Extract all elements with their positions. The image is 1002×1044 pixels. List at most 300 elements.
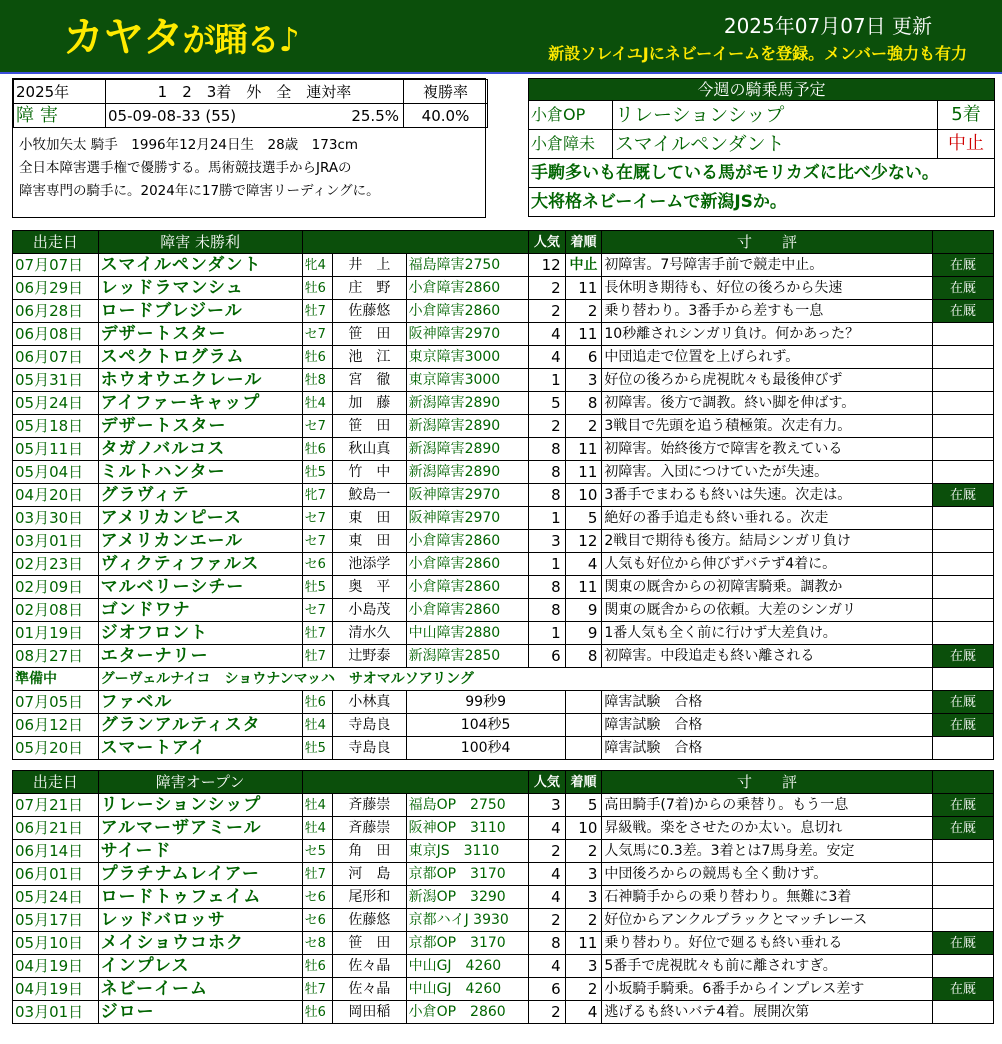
finish-position: 4 (565, 1001, 602, 1024)
finish-position: 5 (565, 507, 602, 530)
finish-position: 12 (565, 530, 602, 553)
race-row (13, 1001, 994, 1024)
open-table (12, 770, 994, 1024)
finish-position: 9 (565, 622, 602, 645)
race-date: 05月10日 (13, 932, 99, 955)
race-date: 03月30日 (13, 507, 99, 530)
race-comment: 1番人気も全く前に行けず大差負け。 (602, 622, 932, 645)
jockey-name: 鮫島一 (333, 484, 406, 507)
jockey-name: 岡田稲 (333, 1001, 406, 1024)
race-row (13, 978, 994, 1001)
stats-year: 2025年 (14, 80, 106, 104)
stable-status (932, 507, 993, 530)
race-row (13, 576, 994, 599)
horse-name[interactable]: エターナリー (98, 645, 302, 668)
stable-status (932, 323, 993, 346)
race-name: 小倉障害2860 (406, 576, 528, 599)
horse-sex-age: 牡7 (302, 300, 333, 323)
race-comment: 中団追走で位置を上げられず。 (602, 346, 932, 369)
stable-status (932, 461, 993, 484)
jockey-name: 井 上 (333, 254, 406, 277)
race-name: 福島障害2750 (406, 254, 528, 277)
jockey-name: 池添学 (333, 553, 406, 576)
jockey-name: 斉藤崇 (333, 817, 406, 840)
horse-name[interactable]: プラチナムレイアー (98, 863, 302, 886)
horse-sex-age: 牡7 (302, 863, 333, 886)
race-date: 05月24日 (13, 392, 99, 415)
race-name: 新潟障害2890 (406, 461, 528, 484)
finish-position: 3 (565, 369, 602, 392)
race-date: 02月08日 (13, 599, 99, 622)
race-row (13, 599, 994, 622)
race-comment: 好位の後ろから虎視眈々も最後伸びず (602, 369, 932, 392)
stable-status (932, 622, 993, 645)
horse-name[interactable]: デザートスター (98, 415, 302, 438)
popularity: 12 (528, 254, 565, 277)
horse-sex-age: 牝4 (302, 254, 333, 277)
race-date: 06月07日 (13, 346, 99, 369)
jockey-name: 角 田 (333, 840, 406, 863)
prep-horses: グーヴェルナイコ ショウナンマッハ サオマルソアリング (98, 668, 932, 691)
popularity: 3 (528, 794, 565, 817)
race-row (13, 530, 994, 553)
horse-name[interactable]: アメリカンピース (98, 507, 302, 530)
jockey-name: 小林真 (333, 691, 406, 714)
stable-status (932, 737, 993, 760)
horse-name[interactable]: マルベリーシチー (98, 576, 302, 599)
race-date: 04月19日 (13, 955, 99, 978)
stable-status: 在厩 (932, 484, 993, 507)
header-blank (932, 231, 993, 254)
stable-status (932, 863, 993, 886)
popularity: 4 (528, 323, 565, 346)
horse-name[interactable]: ミルトハンター (98, 461, 302, 484)
popularity: 8 (528, 438, 565, 461)
race-comment: 中団後ろからの競馬も全く動けず。 (602, 863, 932, 886)
jockey-name: 小島茂 (333, 599, 406, 622)
race-row (13, 794, 994, 817)
stable-status: 在厩 (932, 691, 993, 714)
horse-sex-age: セ6 (302, 553, 333, 576)
race-date: 03月01日 (13, 1001, 99, 1024)
race-comment: 絶好の番手追走も終い垂れる。次走 (602, 507, 932, 530)
race-comment: 関東の厩舎からの初障害騎乗。調教か (602, 576, 932, 599)
popularity: 8 (528, 932, 565, 955)
trial-blank (565, 691, 602, 714)
popularity: 2 (528, 840, 565, 863)
trial-row (13, 691, 994, 714)
profile-line: 全日本障害選手権で優勝する。馬術競技選手からJRAの (19, 160, 352, 176)
jockey-profile (12, 78, 486, 218)
race-row (13, 346, 994, 369)
stable-status (932, 392, 993, 415)
race-name: 東京JS 3110 (406, 840, 528, 863)
trial-time: 100秒4 (406, 737, 565, 760)
race-date: 06月14日 (13, 840, 99, 863)
horse-sex-age: 牡6 (302, 955, 333, 978)
stable-status: 在厩 (932, 817, 993, 840)
divider (0, 72, 1002, 74)
race-row (13, 369, 994, 392)
horse-sex-age: セ7 (302, 507, 333, 530)
race-row (13, 438, 994, 461)
race-name: 中山GJ 4260 (406, 955, 528, 978)
finish-position: 4 (565, 553, 602, 576)
race-comment: 初障害。後方で調教。終い脚を伸ばす。 (602, 392, 932, 415)
race-date: 03月01日 (13, 530, 99, 553)
trial-comment: 障害試験 合格 (602, 714, 932, 737)
race-row (13, 817, 994, 840)
race-comment: 好位からアンクルブラックとマッチレース (602, 909, 932, 932)
header-finish: 着順 (565, 231, 602, 254)
horse-sex-age: 牡5 (302, 461, 333, 484)
trial-time: 99秒9 (406, 691, 565, 714)
horse-name[interactable]: タガノバルコス (98, 438, 302, 461)
title-main: カヤタ (63, 13, 183, 61)
race-name: 阪神障害2970 (406, 507, 528, 530)
profile-line: 障害専門の騎手に。2024年に17勝で障害リーディングに。 (19, 183, 380, 199)
horse-sex-age: 牡4 (302, 392, 333, 415)
horse-name[interactable]: ロードブレジール (98, 300, 302, 323)
horse-name[interactable]: リレーションシップ (98, 794, 302, 817)
race-name: 小倉障害2860 (406, 599, 528, 622)
finish-position: 中止 (565, 254, 602, 277)
jockey-name: 河 島 (333, 863, 406, 886)
stats-record: 05-09-08-33 (55) (108, 106, 237, 125)
horse-name[interactable]: インプレス (98, 955, 302, 978)
stable-status: 在厩 (932, 714, 993, 737)
prep-row (13, 668, 994, 691)
horse-sex-age: 牡6 (302, 346, 333, 369)
finish-position: 2 (565, 415, 602, 438)
trial-comment: 障害試験 合格 (602, 737, 932, 760)
prep-blank (932, 668, 993, 691)
race-name: 中山障害2880 (406, 622, 528, 645)
race-comment: 3番手でまわるも終いは失速。次走は。 (602, 484, 932, 507)
header-blank (932, 771, 993, 794)
horse-name[interactable]: ヴィクティファルス (98, 553, 302, 576)
stable-status: 在厩 (932, 978, 993, 1001)
race-row (13, 461, 994, 484)
jockey-name: 斉藤崇 (333, 794, 406, 817)
race-date: 06月21日 (13, 817, 99, 840)
popularity: 8 (528, 576, 565, 599)
header-popularity: 人気 (528, 771, 565, 794)
popularity: 8 (528, 461, 565, 484)
maiden-table (12, 230, 994, 760)
jockey-name: 笹 田 (333, 323, 406, 346)
race-row (13, 886, 994, 909)
horse-name[interactable]: ゴンドワナ (98, 599, 302, 622)
popularity: 2 (528, 1001, 565, 1024)
finish-position: 10 (565, 817, 602, 840)
profile-line: 小牧加矢太 騎手 1996年12月24日生 28歳 173cm (19, 137, 359, 153)
finish-position: 6 (565, 346, 602, 369)
page-title (63, 11, 299, 66)
jockey-name: 辻野泰 (333, 645, 406, 668)
plan-note: 大将格ネビーイームで新潟JSか。 (529, 188, 995, 217)
header-category: 障害 未勝利 (98, 231, 302, 254)
stats-fukusho-header: 複勝率 (404, 80, 488, 104)
trial-row (13, 714, 994, 737)
horse-name[interactable]: スペクトログラム (98, 346, 302, 369)
finish-position: 3 (565, 886, 602, 909)
race-date: 01月19日 (13, 622, 99, 645)
finish-position: 2 (565, 840, 602, 863)
header-comment: 寸 評 (602, 771, 932, 794)
stable-status (932, 955, 993, 978)
updated-date: 2025年07月07日 更新 (723, 14, 932, 38)
race-date: 05月11日 (13, 438, 99, 461)
horse-sex-age: セ8 (302, 932, 333, 955)
stable-status (932, 530, 993, 553)
horse-sex-age: 牝7 (302, 484, 333, 507)
popularity: 1 (528, 553, 565, 576)
popularity: 4 (528, 863, 565, 886)
stable-status (932, 599, 993, 622)
finish-position: 2 (565, 909, 602, 932)
jockey-name: 竹 中 (333, 461, 406, 484)
race-comment: 人気馬に0.3差。3着とは7馬身差。安定 (602, 840, 932, 863)
plan-location: 小倉OP (529, 101, 613, 130)
popularity: 4 (528, 955, 565, 978)
horse-sex-age: 牡5 (302, 576, 333, 599)
jockey-name: 佐々晶 (333, 955, 406, 978)
horse-sex-age: 牡4 (302, 794, 333, 817)
horse-sex-age: セ7 (302, 415, 333, 438)
race-comment: 高田騎手(7着)からの乗替り。もう一息 (602, 794, 932, 817)
horse-name[interactable]: ロードトゥフェイム (98, 886, 302, 909)
jockey-name: 寺島良 (333, 737, 406, 760)
header-finish: 着順 (565, 771, 602, 794)
horse-name[interactable]: スマイルペンダント (98, 254, 302, 277)
horse-name[interactable]: レッドバロッサ (98, 909, 302, 932)
horse-name[interactable]: グラヴィテ (98, 484, 302, 507)
stable-status (932, 1001, 993, 1024)
race-row (13, 553, 994, 576)
plan-horse[interactable]: スマイルペンダント (613, 130, 938, 159)
popularity: 3 (528, 530, 565, 553)
trial-row (13, 737, 994, 760)
race-row (13, 932, 994, 955)
race-name: 新潟OP 3290 (406, 886, 528, 909)
popularity: 2 (528, 415, 565, 438)
race-name: 新潟障害2850 (406, 645, 528, 668)
horse-sex-age: 牡6 (302, 691, 333, 714)
race-name: 京都OP 3170 (406, 863, 528, 886)
race-date: 07月21日 (13, 794, 99, 817)
horse-sex-age: 牡6 (302, 277, 333, 300)
race-row (13, 300, 994, 323)
stable-status: 在厩 (932, 932, 993, 955)
plan-result: 5着 (938, 101, 995, 130)
finish-position: 3 (565, 955, 602, 978)
header-blank (302, 771, 528, 794)
header-comment: 寸 評 (602, 231, 932, 254)
trial-comment: 障害試験 合格 (602, 691, 932, 714)
race-name: 阪神障害2970 (406, 484, 528, 507)
race-comment: 初障害。入団につけていたが失速。 (602, 461, 932, 484)
race-comment: 乗り替わり。好位で廻るも終い垂れる (602, 932, 932, 955)
race-row (13, 645, 994, 668)
jockey-name: 宮 徹 (333, 369, 406, 392)
horse-sex-age: 牡7 (302, 645, 333, 668)
horse-name[interactable]: サイード (98, 840, 302, 863)
race-comment: 10秒離されシンガリ負け。何かあった？ (602, 323, 932, 346)
race-comment: 長休明き期待も、好位の後ろから失速 (602, 277, 932, 300)
horse-name[interactable]: ホウオウエクレール (98, 369, 302, 392)
race-comment: 初障害。始終後方で障害を教えている (602, 438, 932, 461)
finish-position: 8 (565, 645, 602, 668)
jockey-name: 佐藤悠 (333, 909, 406, 932)
horse-name[interactable]: ジロー (98, 1001, 302, 1024)
race-date: 07月07日 (13, 254, 99, 277)
race-date: 05月24日 (13, 886, 99, 909)
horse-sex-age: 牡7 (302, 978, 333, 1001)
popularity: 4 (528, 886, 565, 909)
finish-position: 2 (565, 978, 602, 1001)
race-name: 小倉障害2860 (406, 553, 528, 576)
race-comment: 小坂騎手騎乗。6番手からインプレス差す (602, 978, 932, 1001)
header-date: 出走日 (13, 771, 99, 794)
jockey-name: 佐々晶 (333, 978, 406, 1001)
race-date: 05月04日 (13, 461, 99, 484)
jockey-name: 加 藤 (333, 392, 406, 415)
stable-status: 在厩 (932, 794, 993, 817)
jockey-name: 秋山真 (333, 438, 406, 461)
race-date: 06月08日 (13, 323, 99, 346)
race-name: 京都ハイJ 3930 (406, 909, 528, 932)
trial-date: 05月20日 (13, 737, 99, 760)
popularity: 5 (528, 392, 565, 415)
horse-name[interactable]: デザートスター (98, 323, 302, 346)
horse-name[interactable]: ネビーイーム (98, 978, 302, 1001)
race-date: 06月29日 (13, 277, 99, 300)
popularity: 6 (528, 978, 565, 1001)
horse-sex-age: 牡5 (302, 737, 333, 760)
race-date: 06月01日 (13, 863, 99, 886)
popularity: 2 (528, 277, 565, 300)
horse-sex-age: 牡7 (302, 622, 333, 645)
stats-fukusho: 40.0% (404, 104, 488, 128)
finish-position: 10 (565, 484, 602, 507)
open-section (12, 770, 994, 1024)
trial-time: 104秒5 (406, 714, 565, 737)
jockey-name: 清水久 (333, 622, 406, 645)
race-comment: 乗り替わり。3番手から差すも一息 (602, 300, 932, 323)
tagline: 新設ソレイユJにネビーイームを登録。メンバー強力も有力 (548, 44, 967, 63)
finish-position: 9 (565, 599, 602, 622)
finish-position: 11 (565, 323, 602, 346)
popularity: 6 (528, 645, 565, 668)
popularity: 8 (528, 599, 565, 622)
popularity: 4 (528, 817, 565, 840)
stable-status: 在厩 (932, 277, 993, 300)
horse-name[interactable]: グランアルティスタ (98, 714, 302, 737)
weekly-plan (528, 78, 994, 220)
race-name: 新潟障害2890 (406, 438, 528, 461)
jockey-name: 寺島良 (333, 714, 406, 737)
horse-sex-age: 牡6 (302, 1001, 333, 1024)
stable-status: 在厩 (932, 300, 993, 323)
race-row (13, 484, 994, 507)
stats-table (13, 79, 488, 128)
header-blank (302, 231, 528, 254)
plan-horse[interactable]: リレーションシップ (613, 101, 938, 130)
horse-name[interactable]: アイファーキャップ (98, 392, 302, 415)
jockey-name: 東 田 (333, 530, 406, 553)
race-row (13, 840, 994, 863)
race-comment: 3戦目で先頭を追う積極策。次走有力。 (602, 415, 932, 438)
stats-rentai: 25.5% (351, 106, 399, 125)
race-comment: 初障害。中段追走も終い離される (602, 645, 932, 668)
finish-position: 3 (565, 863, 602, 886)
trial-blank (565, 737, 602, 760)
jockey-name: 尾形和 (333, 886, 406, 909)
finish-position: 2 (565, 300, 602, 323)
horse-name[interactable]: レッドラマンシュ (98, 277, 302, 300)
horse-sex-age: セ7 (302, 530, 333, 553)
finish-position: 11 (565, 576, 602, 599)
popularity: 8 (528, 484, 565, 507)
stable-status: 在厩 (932, 254, 993, 277)
race-row (13, 955, 994, 978)
plan-location: 小倉障未 (529, 130, 613, 159)
race-date: 05月18日 (13, 415, 99, 438)
race-row (13, 909, 994, 932)
race-row (13, 415, 994, 438)
stable-status (932, 553, 993, 576)
horse-sex-age: セ6 (302, 886, 333, 909)
popularity: 2 (528, 909, 565, 932)
horse-name[interactable]: アメリカンエール (98, 530, 302, 553)
plan-result: 中止 (938, 130, 995, 159)
horse-name[interactable]: ジオフロント (98, 622, 302, 645)
race-date: 05月31日 (13, 369, 99, 392)
popularity: 1 (528, 507, 565, 530)
race-date: 02月23日 (13, 553, 99, 576)
horse-name[interactable]: ファベル (98, 691, 302, 714)
race-date: 06月28日 (13, 300, 99, 323)
horse-name[interactable]: アルマーザアミール (98, 817, 302, 840)
race-comment: 5番手で虎視眈々も前に離されすぎ。 (602, 955, 932, 978)
horse-sex-age: 牡6 (302, 438, 333, 461)
horse-name[interactable]: スマートアイ (98, 737, 302, 760)
popularity: 4 (528, 346, 565, 369)
race-name: 小倉障害2860 (406, 300, 528, 323)
race-comment: 2戦目で期待も後方。結局シンガリ負け (602, 530, 932, 553)
race-comment: 逃げるも終いバテ4着。展開次第 (602, 1001, 932, 1024)
horse-sex-age: セ5 (302, 840, 333, 863)
jockey-name: 笹 田 (333, 932, 406, 955)
stable-status (932, 909, 993, 932)
race-comment: 人気も好位から伸びずバテず4着に。 (602, 553, 932, 576)
race-row (13, 277, 994, 300)
race-name: 福島OP 2750 (406, 794, 528, 817)
jockey-name: 佐藤悠 (333, 300, 406, 323)
finish-position: 11 (565, 461, 602, 484)
stats-columns: 1 2 3着 外 全 連対率 (106, 80, 404, 104)
race-date: 05月17日 (13, 909, 99, 932)
trial-date: 06月12日 (13, 714, 99, 737)
finish-position: 11 (565, 438, 602, 461)
horse-name[interactable]: メイショウコホク (98, 932, 302, 955)
race-name: 阪神障害2970 (406, 323, 528, 346)
race-name: 新潟障害2890 (406, 415, 528, 438)
stable-status (932, 840, 993, 863)
race-comment: 関東の厩舎からの依頼。大差のシンガリ (602, 599, 932, 622)
horse-sex-age: 牡4 (302, 714, 333, 737)
